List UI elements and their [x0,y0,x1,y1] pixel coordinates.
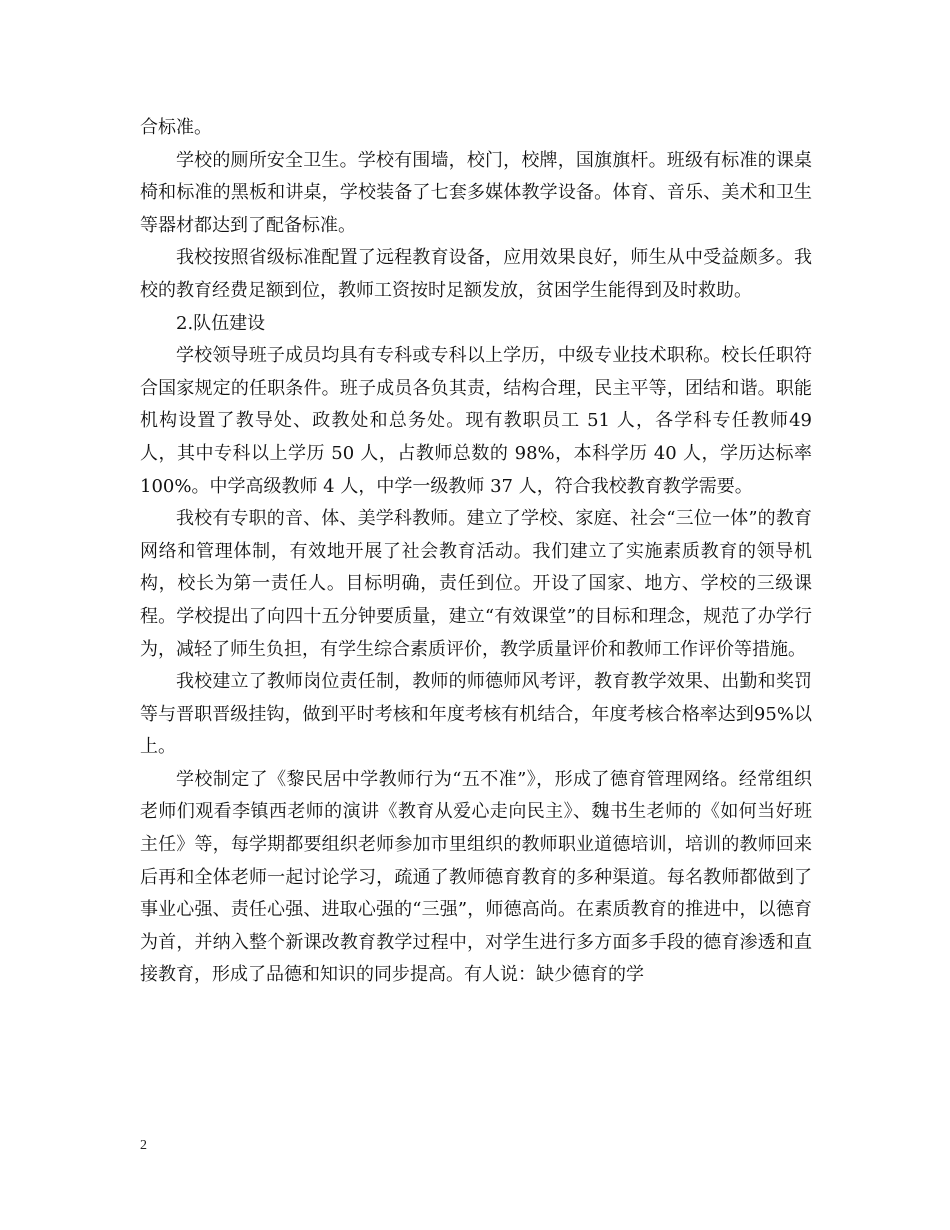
paragraph-8: 学校制定了《黎民居中学教师行为“五不准”》，形成了德育管理网络。经常组织老师们观看李镇西老师的演讲《教育从爱心走向民主》、魏书生老师的《如何当好班主任》等，每学期都要组织老师参加市里组织的教师职业道德培训，培训的教师回来后再和全体老师一起讨论学习，疏通了教师德育教育的多种渠道。每名教师都做到了事业心强、责任心强、进取心强的“三强”，师德高尚。在素质教育的推进中，以德育为首，并纳入整个新课改教育教学过程中，对学生进行多方面多手段的德育渗透和直接教育，形成了品德和知识的同步提高。有人说：缺少德育的学 [140,768,812,986]
paragraph-5: 学校领导班子成员均具有专科或专科以上学历，中级专业技术职称。校长任职符合国家规定的任职条件。班子成员各负其责，结构合理，民主平等，团结和谐。职能机构设置了教导处、政教处和总务处。现有教职员工 51 人，各学科专任教师49 人，其中专科以上学历 50 人，占教师总数的 98%，本科学历 40 人，学历达标率100%。中学高级教师 4 人，中学一级教师 37 人，符合我校教育教学需要。 [140,345,812,497]
paragraph-7: 我校建立了教师岗位责任制，教师的师德师风考评，教育教学效果、出勤和奖罚等与晋职晋级挂钩，做到平时考核和年度考核有机结合，年度考核合格率达到95%以上。 [140,671,812,758]
paragraph-2: 学校的厕所安全卫生。学校有围墙，校门，校牌，国旗旗杆。班级有标准的课桌椅和标准的黑板和讲桌，学校装备了七套多媒体教学设备。体育、音乐、美术和卫生等器材都达到了配备标准。 [140,149,812,236]
page-number: 2 [140,1138,147,1153]
document-body [140,112,812,992]
section-heading-team-building: 2.队伍建设 [176,312,266,334]
paragraph-1: 合标准。 [140,117,212,138]
paragraph-3: 我校按照省级标准配置了远程教育设备，应用效果良好，师生从中受益颇多。我校的教育经费足额到位，教师工资按时足额发放，贫困学生能得到及时救助。 [140,247,812,301]
paragraph-6: 我校有专职的音、体、美学科教师。建立了学校、家庭、社会“三位一体”的教育网络和管理体制，有效地开展了社会教育活动。我们建立了实施素质教育的领导机构，校长为第一责任人。目标明确，责任到位。开设了国家、地方、学校的三级课程。学校提出了向四十五分钟要质量，建立“有效课堂”的目标和理念，规范了办学行为，减轻了师生负担，有学生综合素质评价，教学质量评价和教师工作评价等措施。 [140,508,812,660]
